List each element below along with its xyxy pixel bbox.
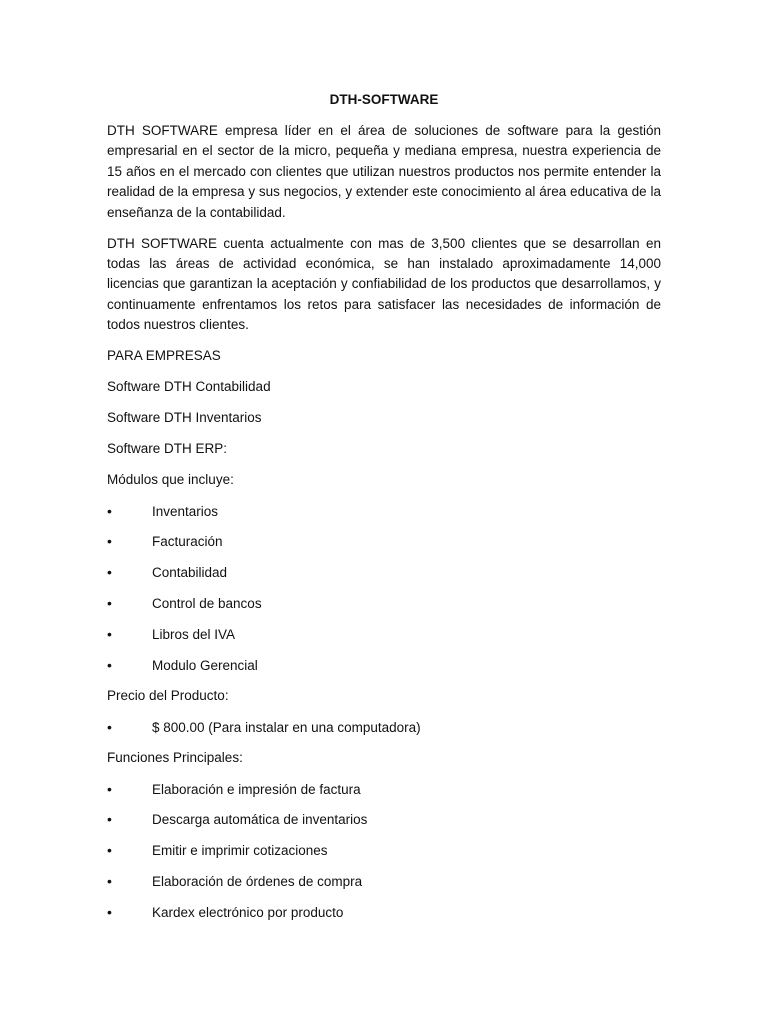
section-heading-empresas: PARA EMPRESAS [107,348,221,364]
bullet-icon: • [107,595,112,612]
list-item [107,840,661,860]
bullet-icon: • [107,533,112,550]
document-title: DTH-SOFTWARE [329,92,439,107]
list-item [107,902,661,922]
list-item [107,655,661,675]
modulos-heading: Módulos que incluye: [107,471,234,487]
list-item [107,871,661,891]
list-item-label: Libros del IVA [152,627,236,643]
price-label: $ 800.00 (Para instalar en una computadora) [152,719,421,735]
bullet-icon: • [107,811,112,828]
list-item [107,562,661,582]
bullet-icon: • [107,780,112,797]
list-item [107,809,661,829]
list-item-label: Elaboración e impresión de factura [152,781,361,797]
bullet-icon: • [107,656,112,673]
software-item: Software DTH ERP: [107,440,228,456]
list-item-label: Control de bancos [152,596,262,612]
bullet-icon: • [107,873,112,890]
list-item [107,717,661,737]
intro-paragraph: DTH SOFTWARE empresa líder en el área de soluciones de software para la gestión empresarial en el sector de la micro, pequeña y mediana empresa, nuestra experiencia de 15 años en el mercado con clientes que utilizan nuestros productos nos permite entender la realidad de la empresa y sus negocios, y extender este conocimiento al área educativa de la enseñanza de la contabilidad. [107,123,661,220]
list-item [107,624,661,644]
bullet-icon: • [107,502,112,519]
clients-paragraph: DTH SOFTWARE cuenta actualmente con mas de 3,500 clientes que se desarrollan en todas las áreas de actividad económica, se han instalado aproximadamente 14,000 licencias que garantizan la aceptación y confiabilidad de los productos que desarrollamos, y continuamente enfrentamos los retos para satisfacer las necesidades de información de todos nuestros clientes. [107,235,661,333]
bullet-icon: • [107,904,112,921]
list-item-label: Contabilidad [152,565,228,581]
list-item [107,501,661,521]
precio-heading: Precio del Producto: [107,687,229,703]
list-item-label: Kardex electrónico por producto [152,905,344,921]
document-page [107,90,661,933]
list-item-label: Inventarios [152,503,219,519]
list-item-label: Modulo Gerencial [152,657,258,673]
list-item-label: Facturación [152,534,223,550]
list-item-label: Descarga automática de inventarios [152,812,368,828]
list-item-label: Elaboración de órdenes de compra [152,874,363,890]
list-item [107,531,661,551]
list-item-label: Emitir e imprimir cotizaciones [152,843,328,859]
bullet-icon: • [107,564,112,581]
software-item: Software DTH Contabilidad [107,378,271,394]
software-item: Software DTH Inventarios [107,409,262,425]
bullet-icon: • [107,718,112,735]
bullet-icon: • [107,842,112,859]
funciones-heading: Funciones Principales: [107,749,243,765]
list-item [107,593,661,613]
list-item [107,779,661,799]
bullet-icon: • [107,626,112,643]
